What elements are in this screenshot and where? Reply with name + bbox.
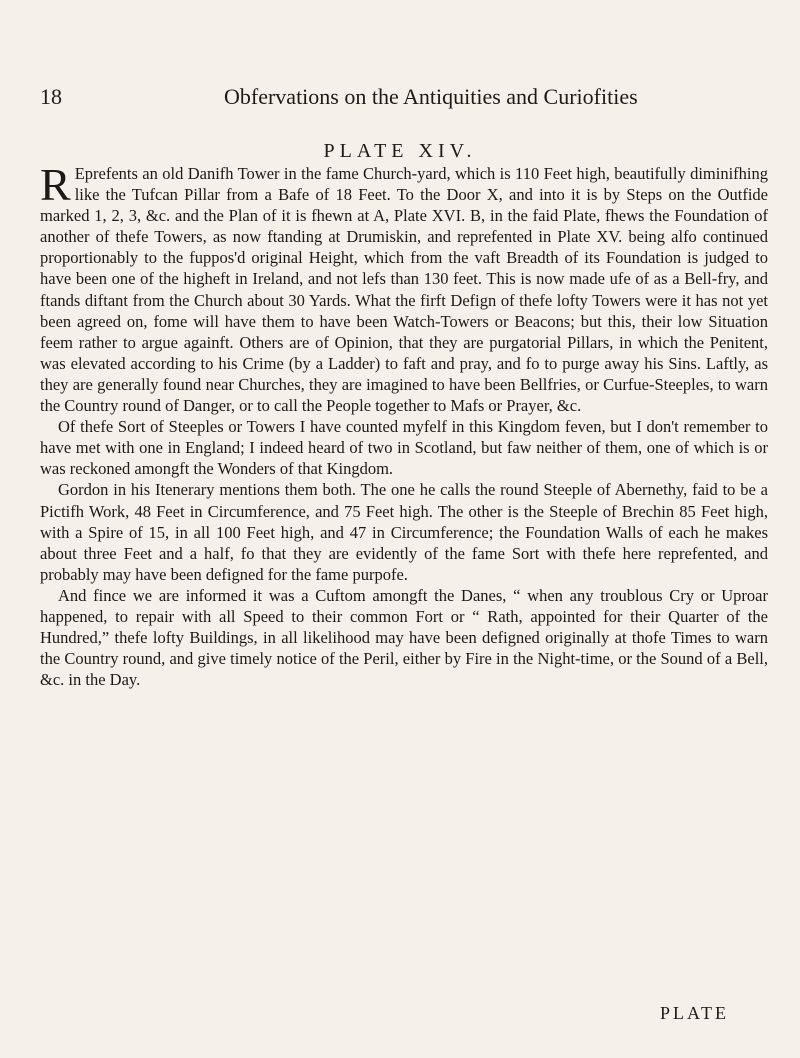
paragraph: Gordon in his Itenerary mentions them both. The one he calls the round Steeple of Abernethy, faid to be a Pictifh Work, 48 Feet in Circumference, and 75 Feet high. The other is the Steeple of Brechin 85 Feet high, with a Spire of 15, in all 100 Feet high, and 47 in Circumference; the Foundation Walls of each he makes about three Feet and a half, fo that they are evidently of the fame Sort with thefe here reprefented, and probably may have been defigned for the fame purpofe. (40, 480, 768, 584)
page-header (40, 84, 760, 116)
drop-cap: R (40, 159, 71, 210)
paragraph: And fince we are informed it was a Cuftom amongft the Danes, “ when any troublous Cry or Uproar happened, to repair with all Speed to their common Fort or “ Rath, appointed for their Quarter of the Hundred,” thefe lofty Buildings, in all likelihood may have been defigned originally at thofe Times to warn the Country round, and give timely notice of the Peril, either by Fire in the Night-time, or the Sound of a Bell, &c. in the Day. (40, 585, 768, 690)
catchword: PLATE (660, 1003, 729, 1023)
page-number: 18 (40, 84, 62, 109)
paragraph (40, 159, 768, 416)
body-text (40, 159, 768, 690)
paragraph-text: Eprefents an old Danifh Tower in the fame Church-yard, which is 110 Feet high, beautifully diminifhing like the Tufcan Pillar from a Bafe of 18 Feet. To the Door X, and into it is by Steps on the Outfide marked 1, 2, 3, &c. and the Plan of it is fhewn at A, Plate XVI. B, in the faid Plate, fhews the Foundation of another of thefe Towers, as now ftanding at Drumiskin, and reprefented in Plate XV. being alfo continued proportionably to the fuppos'd original Height, which from the vaft Breadth of its Foundation is judged to have been one of the higheft in Ireland, and not lefs than 130 feet. This is now made ufe of as a Bell-fry, and ftands diftant from the Church about 30 Yards. What the firft Defign of thefe lofty Towers were it has not yet been agreed on, fome will have them to have been Watch-Towers or Beacons; but this, their low Situation feem rather to argue againft. Others are of Opinion, that they are purgatorial Pillars, in which the Penitent, was elevated according to his Crime (by a Ladder) to faft and pray, and fo to purge away his Sins. Laftly, as they are generally found near Churches, they are imagined to have been Bellfries, or Curfue-Steeples, to warn the Country round of Danger, or to call the People together to Mafs or Prayer, &c. (40, 164, 768, 416)
plate-heading: PLATE XIV. (323, 140, 477, 162)
running-title: Obfervations on the Antiquities and Curiofities (224, 84, 638, 109)
paragraph: Of thefe Sort of Steeples or Towers I have counted myfelf in this Kingdom feven, but I don't remember to have met with one in England; I indeed heard of two in Scotland, but faw neither of them, one of which is or was reckoned amongft the Wonders of that Kingdom. (40, 417, 768, 479)
